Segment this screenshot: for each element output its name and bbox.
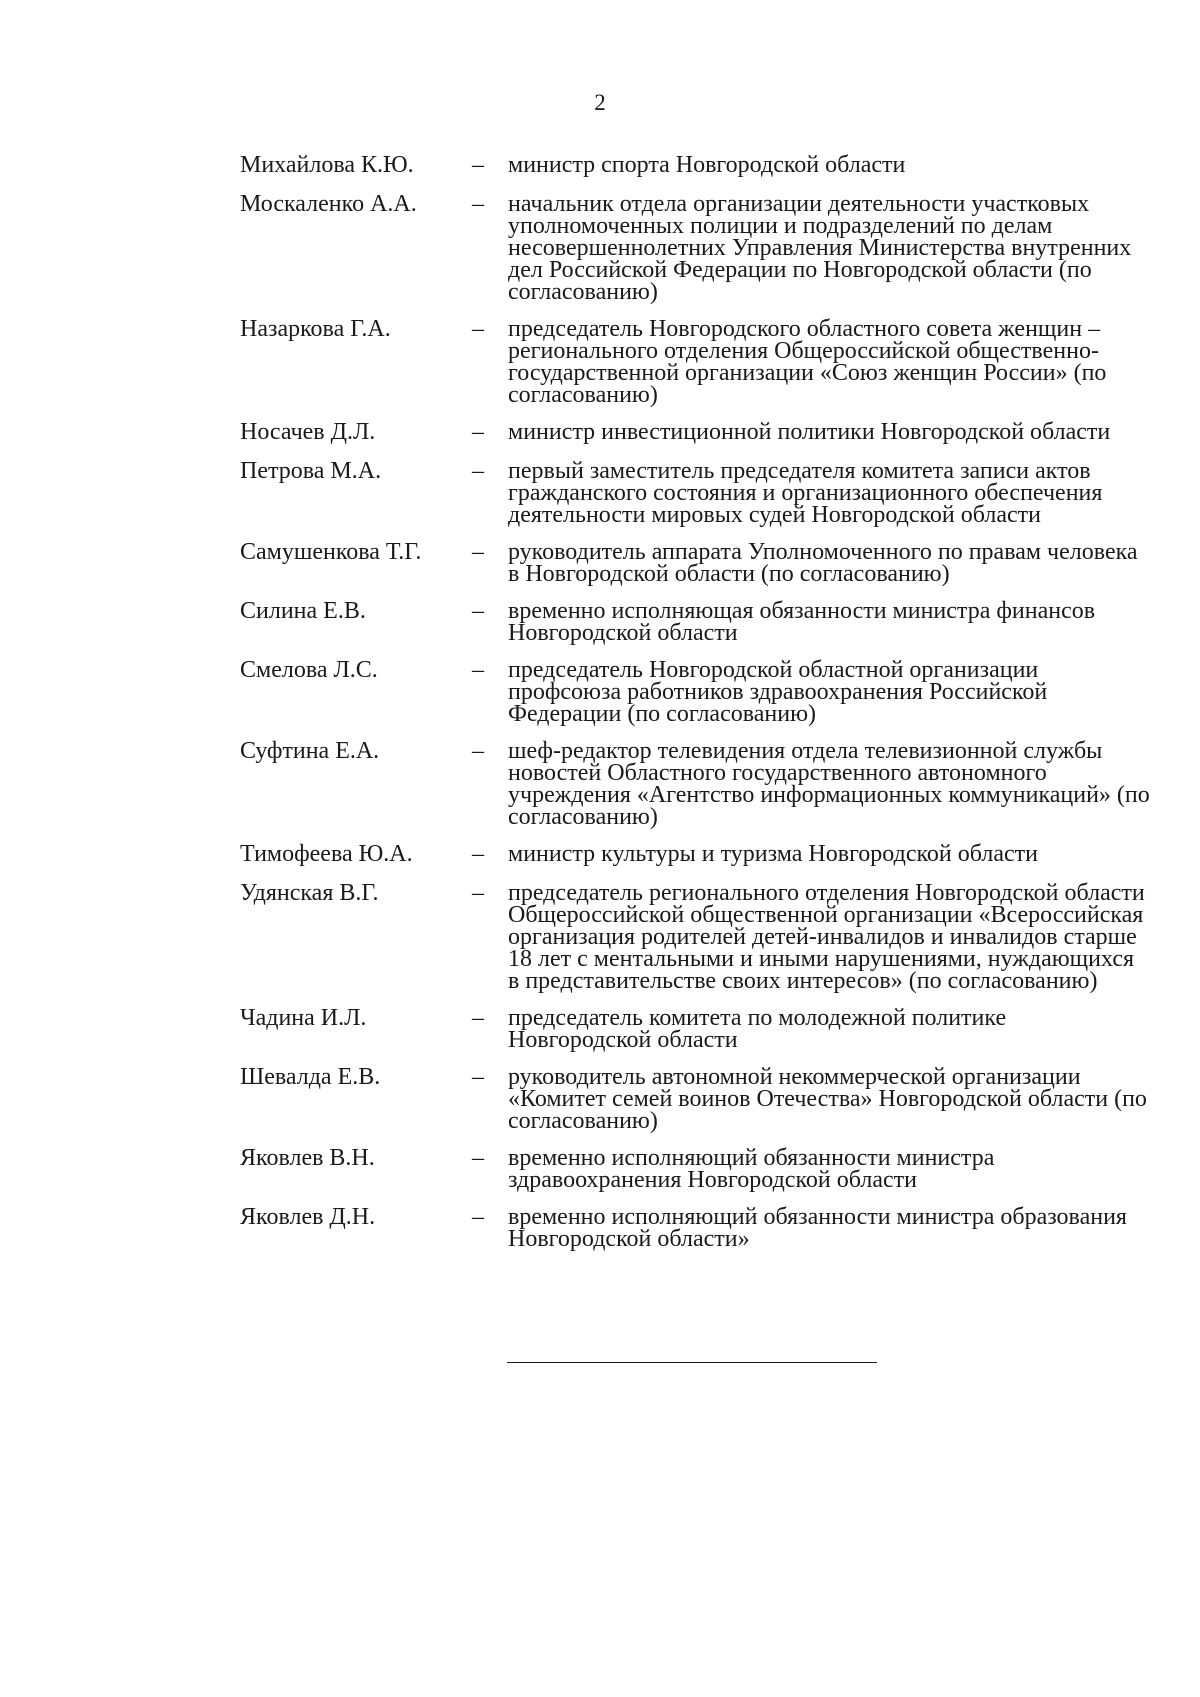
dash-separator: – [472, 419, 484, 445]
member-role: временно исполняющий обязанности министра здравоохранения Новгородской области [508, 1145, 995, 1193]
member-name: Назаркова Г.А. [240, 316, 391, 342]
member-role: министр культуры и туризма Новгородской области [508, 841, 1038, 867]
member-name: Носачев Д.Л. [240, 419, 376, 445]
list-item [240, 539, 1150, 585]
member-name: Смелова Л.С. [240, 657, 378, 683]
dash-separator: – [472, 1145, 484, 1171]
list-item [240, 598, 1150, 644]
page-number: 2 [594, 90, 606, 115]
dash-separator: – [472, 657, 484, 683]
dash-separator: – [472, 152, 484, 178]
member-role: председатель Новгородской областной организации профсоюза работников здравоохранения Российской Федерации (по согласованию) [508, 657, 1048, 727]
member-role: председатель регионального отделения Новгородской области Общероссийской общественной организации «Всероссийская организация родителей детей-инвалидов и инвалидов старше 18 лет с ментальными и иными нарушениями, нуждающихся в представительстве своих интересов» (по согласованию) [508, 880, 1145, 994]
member-name: Удянская В.Г. [240, 880, 379, 906]
member-role: временно исполняющая обязанности министра финансов Новгородской области [508, 598, 1096, 646]
member-role: руководитель автономной некоммерческой организации «Комитет семей воинов Отечества» Новгородской области (по согласованию) [508, 1064, 1147, 1134]
member-name: Шевалда Е.В. [240, 1064, 381, 1090]
member-name: Самушенкова Т.Г. [240, 539, 422, 565]
member-role: председатель Новгородского областного совета женщин – регионального отделения Общероссийской общественно-государственной организации «Союз женщин России» (по согласованию) [508, 316, 1107, 408]
dash-separator: – [472, 191, 484, 217]
member-list [240, 152, 1150, 1263]
member-role: руководитель аппарата Уполномоченного по правам человека в Новгородской области (по согласованию) [508, 539, 1138, 587]
list-item [240, 1064, 1150, 1132]
closing-rule [507, 1362, 877, 1363]
member-name: Петрова М.А. [240, 458, 382, 484]
member-name: Михайлова К.Ю. [240, 152, 414, 178]
member-role: председатель комитета по молодежной политике Новгородской области [508, 1005, 1007, 1053]
member-name: Тимофеева Ю.А. [240, 841, 413, 867]
member-name: Яковлев Д.Н. [240, 1204, 376, 1230]
list-item [240, 152, 1150, 178]
dash-separator: – [472, 458, 484, 484]
dash-separator: – [472, 738, 484, 764]
member-name: Чадина И.Л. [240, 1005, 367, 1031]
list-item [240, 316, 1150, 406]
member-name: Яковлев В.Н. [240, 1145, 375, 1171]
list-item [240, 1145, 1150, 1191]
member-role: министр инвестиционной политики Новгородской области [508, 419, 1111, 445]
member-name: Суфтина Е.А. [240, 738, 380, 764]
list-item [240, 1204, 1150, 1250]
member-name: Москаленко А.А. [240, 191, 417, 217]
list-item [240, 191, 1150, 303]
dash-separator: – [472, 1005, 484, 1031]
list-item [240, 738, 1150, 828]
list-item [240, 841, 1150, 867]
list-item [240, 657, 1150, 725]
list-item [240, 419, 1150, 445]
member-role: шеф-редактор телевидения отдела телевизионной службы новостей Областного государственного автономного учреждения «Агентство информационных коммуникаций» (по согласованию) [508, 738, 1150, 830]
dash-separator: – [472, 598, 484, 624]
member-name: Силина Е.В. [240, 598, 366, 624]
list-item [240, 880, 1150, 992]
member-role: первый заместитель председателя комитета записи актов гражданского состояния и организационного обеспечения деятельности мировых судей Новгородской области [508, 458, 1103, 528]
dash-separator: – [472, 316, 484, 342]
dash-separator: – [472, 841, 484, 867]
list-item [240, 458, 1150, 526]
dash-separator: – [472, 880, 484, 906]
dash-separator: – [472, 539, 484, 565]
member-role: начальник отдела организации деятельности участковых уполномоченных полиции и подразделений по делам несовершеннолетних Управления Министерства внутренних дел Российской Федерации по Новгородской области (по согласованию) [508, 191, 1132, 305]
member-role: министр спорта Новгородской области [508, 152, 906, 178]
dash-separator: – [472, 1064, 484, 1090]
member-role: временно исполняющий обязанности министра образования Новгородской области» [508, 1204, 1127, 1252]
list-item [240, 1005, 1150, 1051]
dash-separator: – [472, 1204, 484, 1230]
